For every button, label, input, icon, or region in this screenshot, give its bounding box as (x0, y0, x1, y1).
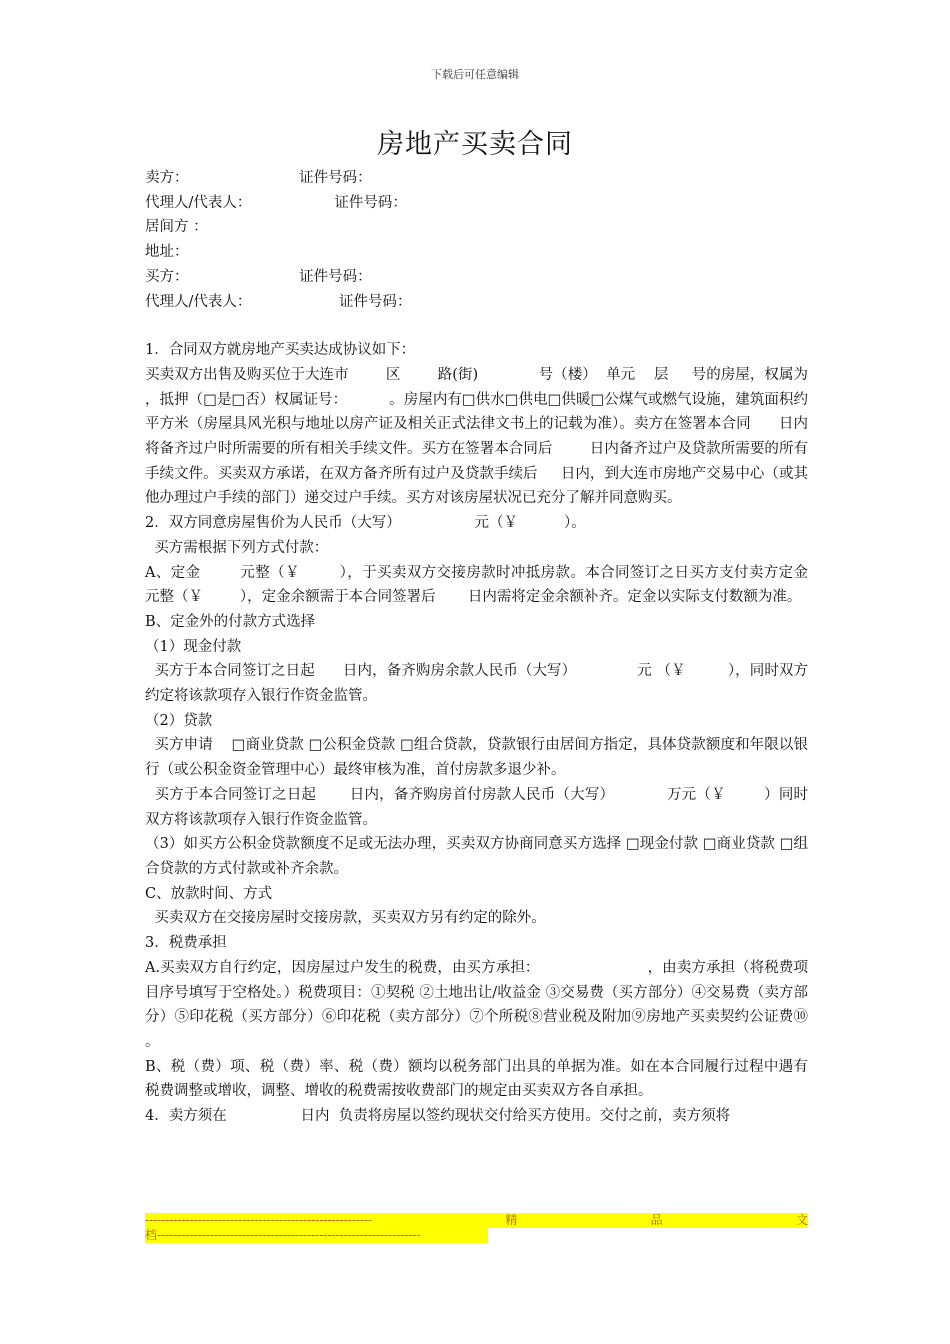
clause-1-heading: 1．合同双方就房地产买卖达成协议如下： (145, 342, 416, 359)
party-seller-agent: 代理人/代表人： 证件号码： (145, 194, 407, 211)
clause-4-start: 4．卖方须在 日内 负责将房屋以签约现状交付给买方使用。交付之前，卖方须将 (145, 1108, 731, 1125)
party-buyer: 买方： 证件号码： (145, 268, 372, 285)
watermark-footer (145, 1213, 808, 1243)
footer-word-2: 品 (650, 1213, 663, 1227)
clause-3-a: A.买卖双方自行约定，因房屋过户发生的税费，由买方承担： ，由卖方承担（将税费项目序号填写于空格处。）税费项目：①契税 ②土地出让/收益金 ③交易费（买方部分）④交易费（卖方部分）⑤印花税（买方部分）⑥印花税（卖方部分）⑦个所税⑧营业税及附加⑨房地产买卖契约公证费⑩ 。 (145, 959, 882, 1050)
footer-dashes-2: ----------------------------------------------------------------- (157, 1228, 421, 1242)
party-seller: 卖方： 证件号码： (145, 170, 372, 186)
clause-2-loan-type: 买方申请 □商业贷款 □公积金贷款 □组合贷款，贷款银行由居间方指定，具体贷款额度和年限以银行（或公积金资金管理中心）最终审核为准，首付房款多退少补。 (145, 737, 808, 779)
document-title: 房地产买卖合同 (377, 129, 573, 160)
party-address: 地址： (145, 244, 189, 261)
clause-2-c-body: 买卖双方在交接房屋时交接房款，买卖双方另有约定的除外。 (145, 910, 546, 927)
clause-2-b-heading: B、定金外的付款方式选择 (145, 613, 316, 630)
clause-3-heading: 3．税费承担 (145, 935, 227, 952)
clause-2-c-heading: C、放款时间、方式 (145, 885, 273, 902)
spacer (145, 314, 808, 338)
footer-word-1: 精 (505, 1213, 518, 1227)
party-buyer-agent: 代理人/代表人： 证件号码： (145, 293, 412, 310)
footer-line-2 (145, 1228, 488, 1243)
clause-2-deposit: A、定金 元整（￥ ），于买卖双方交接房款时冲抵房款。本合同签订之日买方支付卖方定金 元整（￥ ），定金余额需于本合同签署后 日内需将定金余额补齐。定金以实际支付数额为准。 (145, 564, 864, 606)
clause-1-body: 买卖双方出售及购买位于大连市 区 路(街) 号（楼） 单元 层 号的房屋，权属为 ，抵押（□是□否）权属证号： 。房屋内有□供水□供电□供暖□公煤气或燃气设施，建筑面积约 平方米（房屋具风光积与地址以房产证及相关正式法律文书上的记载为准）。卖方在签署本合同 日内将备齐过户时所需要的所有相关手续文件。买方在签署本合同后 日内备齐过户及贷款所需要的所有手续文件。买卖双方承诺，在双方备齐所有过户及贷款手续后 日内，到大连市房地产交易中心（或其他办理过户手续的部门）递交过户手续。买方对该房屋状况已充分了解并同意购买。 (145, 366, 855, 507)
footer-dashes-1: -------------------------------------------------------- (145, 1213, 373, 1227)
clause-2-payment-intro: 买方需根据下列方式付款： (145, 539, 329, 556)
clause-2-fund-fallback: （3）如买方公积金贷款额度不足或无法办理，买卖双方协商同意买方选择 □现金付款 □商业贷款 □组合贷款的方式付款或补齐余款。 (145, 836, 808, 877)
clause-2-loan-heading: （2）贷款 (145, 712, 213, 729)
contract-body (145, 166, 882, 1129)
clause-2-price: 2．双方同意房屋售价为人民币（大写） 元（￥ ）。 (145, 515, 586, 532)
clause-2-down-payment: 买方于本合同签订之日起 日内，备齐购房首付房款人民币（大写） 万元（￥ ）同时双方将该款项存入银行作资金监管。 (145, 786, 809, 828)
download-note: 下载后可任意编辑 (431, 68, 519, 81)
clause-2-cash-body: 买方于本合同签订之日起 日内，备齐购房余款人民币（大写） 元 （￥ ），同时双方约定将该款项存入银行作资金监管。 (145, 663, 808, 705)
footer-word-4: 档 (145, 1228, 158, 1242)
footer-word-3: 文 (795, 1213, 808, 1227)
clause-3-b: B、税（费）项、税（费）率、税（费）额均以税务部门出具的单据为准。如在本合同履行过程中遇有税费调整或增收，调整、增收的税费需按收费部门的规定由买卖双方各自承担。 (145, 1058, 808, 1100)
clause-2-cash-heading: （1）现金付款 (145, 638, 242, 655)
footer-line-1 (145, 1213, 808, 1228)
party-intermediary: 居间方 ： (145, 219, 208, 236)
